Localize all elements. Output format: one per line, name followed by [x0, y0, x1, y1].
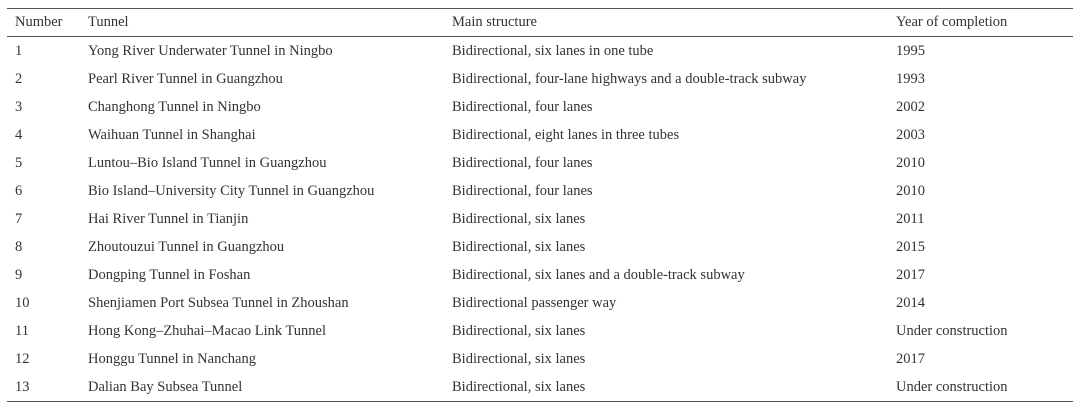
cell-tunnel: Yong River Underwater Tunnel in Ningbo [88, 42, 333, 59]
cell-main-structure: Bidirectional, four-lane highways and a double-track subway [452, 70, 807, 87]
cell-main-structure: Bidirectional, six lanes [452, 350, 586, 367]
cell-tunnel: Dalian Bay Subsea Tunnel [88, 378, 243, 395]
cell-number: 11 [15, 322, 29, 339]
cell-year: 2017 [896, 350, 925, 367]
cell-main-structure: Bidirectional, four lanes [452, 154, 593, 171]
table-row [7, 177, 1073, 205]
cell-main-structure: Bidirectional, eight lanes in three tubes [452, 126, 680, 143]
cell-number: 2 [15, 70, 23, 87]
cell-main-structure: Bidirectional, six lanes in one tube [452, 42, 654, 59]
cell-number: 12 [15, 350, 30, 367]
cell-number: 8 [15, 238, 23, 255]
cell-year: 2010 [896, 182, 925, 199]
table-body [7, 37, 1073, 402]
header-main-structure: Main structure [452, 14, 537, 30]
cell-number: 5 [15, 154, 23, 171]
cell-year: Under construction [896, 378, 1008, 395]
cell-number: 9 [15, 266, 23, 283]
tunnel-table-container [7, 8, 1073, 402]
cell-year: 2002 [896, 98, 925, 115]
cell-tunnel: Honggu Tunnel in Nanchang [88, 350, 256, 367]
cell-number: 7 [15, 210, 23, 227]
header-row [7, 9, 1073, 37]
table-row [7, 317, 1073, 345]
cell-main-structure: Bidirectional passenger way [452, 294, 617, 311]
table-row [7, 149, 1073, 177]
cell-main-structure: Bidirectional, four lanes [452, 98, 593, 115]
table-row [7, 345, 1073, 373]
table-row [7, 233, 1073, 261]
cell-main-structure: Bidirectional, six lanes [452, 322, 586, 339]
cell-number: 13 [15, 378, 30, 395]
table-row [7, 37, 1073, 66]
table-row [7, 93, 1073, 121]
cell-tunnel: Shenjiamen Port Subsea Tunnel in Zhoushan [88, 294, 349, 311]
cell-year: 1995 [896, 42, 925, 59]
cell-year: 2003 [896, 126, 925, 143]
cell-tunnel: Luntou–Bio Island Tunnel in Guangzhou [88, 154, 327, 171]
cell-year: Under construction [896, 322, 1008, 339]
tunnel-table [7, 8, 1073, 402]
cell-number: 3 [15, 98, 23, 115]
cell-year: 2015 [896, 238, 925, 255]
cell-tunnel: Dongping Tunnel in Foshan [88, 266, 251, 283]
cell-year: 1993 [896, 70, 925, 87]
cell-tunnel: Waihuan Tunnel in Shanghai [88, 126, 256, 143]
header-tunnel: Tunnel [88, 14, 129, 30]
cell-main-structure: Bidirectional, four lanes [452, 182, 593, 199]
header-number: Number [15, 14, 63, 30]
cell-number: 6 [15, 182, 23, 199]
table-header [7, 9, 1073, 37]
cell-number: 1 [15, 42, 23, 59]
table-row [7, 205, 1073, 233]
table-row [7, 261, 1073, 289]
cell-year: 2010 [896, 154, 925, 171]
cell-tunnel: Bio Island–University City Tunnel in Guangzhou [88, 182, 375, 199]
cell-tunnel: Hong Kong–Zhuhai–Macao Link Tunnel [88, 322, 327, 339]
cell-tunnel: Zhoutouzui Tunnel in Guangzhou [88, 238, 285, 255]
table-row [7, 373, 1073, 402]
cell-tunnel: Pearl River Tunnel in Guangzhou [88, 70, 283, 87]
cell-number: 4 [15, 126, 23, 143]
table-row [7, 121, 1073, 149]
table-row [7, 289, 1073, 317]
header-year-of-completion: Year of completion [896, 14, 1008, 30]
cell-year: 2017 [896, 266, 925, 283]
cell-tunnel: Hai River Tunnel in Tianjin [88, 210, 249, 227]
cell-tunnel: Changhong Tunnel in Ningbo [88, 98, 261, 115]
cell-main-structure: Bidirectional, six lanes [452, 238, 586, 255]
cell-number: 10 [15, 294, 30, 311]
cell-main-structure: Bidirectional, six lanes [452, 210, 586, 227]
cell-year: 2014 [896, 294, 925, 311]
cell-main-structure: Bidirectional, six lanes and a double-track subway [452, 266, 745, 283]
cell-year: 2011 [896, 210, 925, 227]
table-row [7, 65, 1073, 93]
cell-main-structure: Bidirectional, six lanes [452, 378, 586, 395]
